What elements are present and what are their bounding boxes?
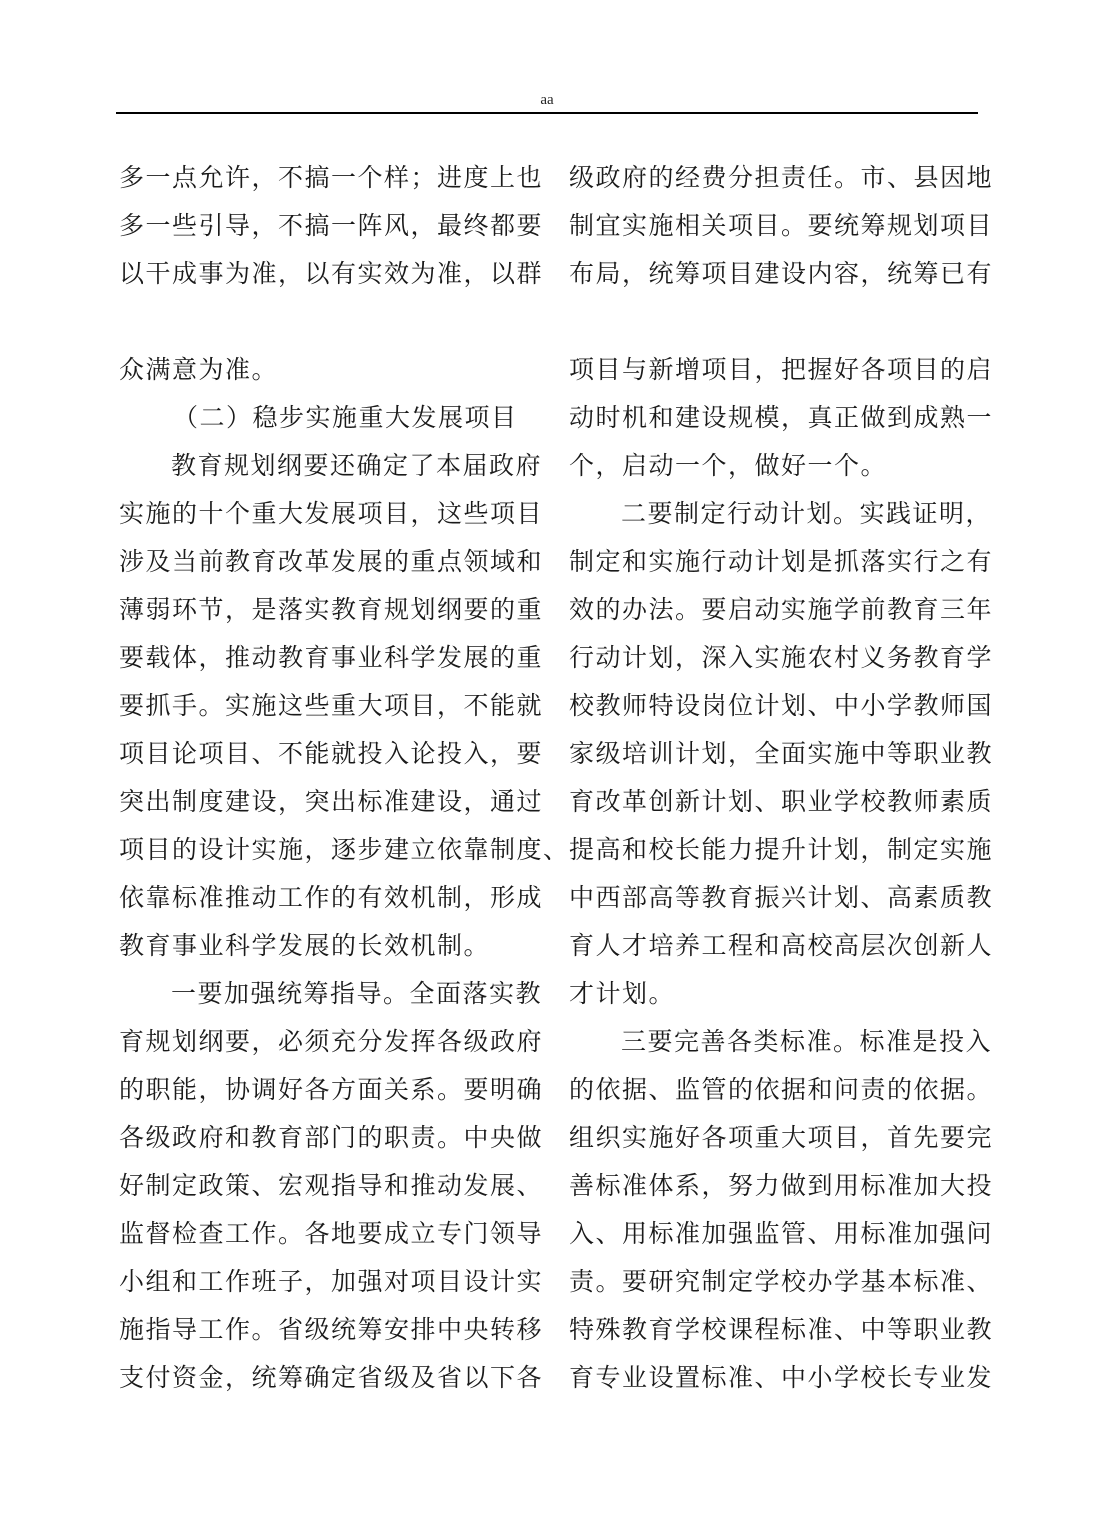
left-column-line: 多一点允许，不搞一个样；进度上也 [119, 163, 544, 192]
right-column-line: 育人才培养工程和高校高层次创新人 [569, 931, 994, 960]
left-column-line: 项目论项目、不能就投入论投入，要 [119, 739, 544, 768]
right-column-line: 育改革创新计划、职业学校教师素质 [569, 787, 994, 816]
left-column-line: 好制定政策、宏观指导和推动发展、 [119, 1171, 544, 1200]
right-column-line: 制定和实施行动计划是抓落实行之有 [569, 547, 994, 576]
left-column-line: （二）稳步实施重大发展项目 [173, 403, 518, 432]
left-column-line: 依靠标准推动工作的有效机制，形成 [119, 883, 544, 912]
right-column-line: 提高和校长能力提升计划，制定实施 [569, 835, 994, 864]
right-column-line: 制宜实施相关项目。要统筹规划项目 [569, 211, 994, 240]
right-column-line: 善标准体系，努力做到用标准加大投 [569, 1171, 994, 1200]
left-column-line: 薄弱环节，是落实教育规划纲要的重 [119, 595, 544, 624]
left-column-line: 实施的十个重大发展项目，这些项目 [119, 499, 544, 528]
running-header: aa [540, 92, 554, 108]
left-column-line: 各级政府和教育部门的职责。中央做 [119, 1123, 544, 1152]
left-column-line: 一要加强统筹指导。全面落实教 [171, 979, 543, 1008]
right-column-line: 组织实施好各项重大项目，首先要完 [569, 1123, 994, 1152]
left-column-line: 小组和工作班子，加强对项目设计实 [119, 1267, 544, 1296]
right-column-line: 动时机和建设规模，真正做到成熟一 [569, 403, 994, 432]
left-column-line: 教育事业科学发展的长效机制。 [119, 931, 491, 960]
header-rule [116, 112, 978, 114]
left-column-line: 要载体，推动教育事业科学发展的重 [119, 643, 544, 672]
left-column-line: 施指导工作。省级统筹安排中央转移 [119, 1315, 544, 1344]
right-column-line: 入、用标准加强监管、用标准加强问 [569, 1219, 994, 1248]
right-column-line: 三要完善各类标准。标准是投入 [621, 1027, 993, 1056]
right-column-line: 校教师特设岗位计划、中小学教师国 [569, 691, 994, 720]
right-column-line: 特殊教育学校课程标准、中等职业教 [569, 1315, 994, 1344]
left-column-line: 要抓手。实施这些重大项目，不能就 [119, 691, 544, 720]
right-column-line: 行动计划，深入实施农村义务教育学 [569, 643, 994, 672]
right-column-line: 责。要研究制定学校办学基本标准、 [569, 1267, 994, 1296]
left-column-line: 教育规划纲要还确定了本届政府 [171, 451, 543, 480]
right-column-line: 家级培训计划，全面实施中等职业教 [569, 739, 994, 768]
left-column-line: 项目的设计实施，逐步建立依靠制度、 [119, 835, 570, 864]
left-column-line: 支付资金，统筹确定省级及省以下各 [119, 1363, 544, 1392]
right-column-line: 个，启动一个，做好一个。 [569, 451, 888, 480]
right-column-line: 才计划。 [569, 979, 676, 1008]
right-column-line: 育专业设置标准、中小学校长专业发 [569, 1363, 994, 1392]
left-column-line: 多一些引导，不搞一阵风，最终都要 [119, 211, 544, 240]
left-column-line: 涉及当前教育改革发展的重点领域和 [119, 547, 544, 576]
left-column-line: 以干成事为准，以有实效为准，以群 [119, 259, 544, 288]
right-column-line: 中西部高等教育振兴计划、高素质教 [569, 883, 994, 912]
right-column-line: 项目与新增项目，把握好各项目的启 [569, 355, 994, 384]
right-column-line: 级政府的经费分担责任。市、县因地 [569, 163, 994, 192]
left-column-line: 的职能，协调好各方面关系。要明确 [119, 1075, 544, 1104]
left-column-line: 众满意为准。 [119, 355, 279, 384]
left-column-line: 育规划纲要，必须充分发挥各级政府 [119, 1027, 544, 1056]
right-column-line: 二要制定行动计划。实践证明， [621, 499, 993, 528]
right-column-line: 布局，统筹项目建设内容，统筹已有 [569, 259, 994, 288]
right-column-line: 效的办法。要启动实施学前教育三年 [569, 595, 994, 624]
left-column-line: 突出制度建设，突出标准建设，通过 [119, 787, 544, 816]
left-column-line: 监督检查工作。各地要成立专门领导 [119, 1219, 544, 1248]
right-column-line: 的依据、监管的依据和问责的依据。 [569, 1075, 994, 1104]
